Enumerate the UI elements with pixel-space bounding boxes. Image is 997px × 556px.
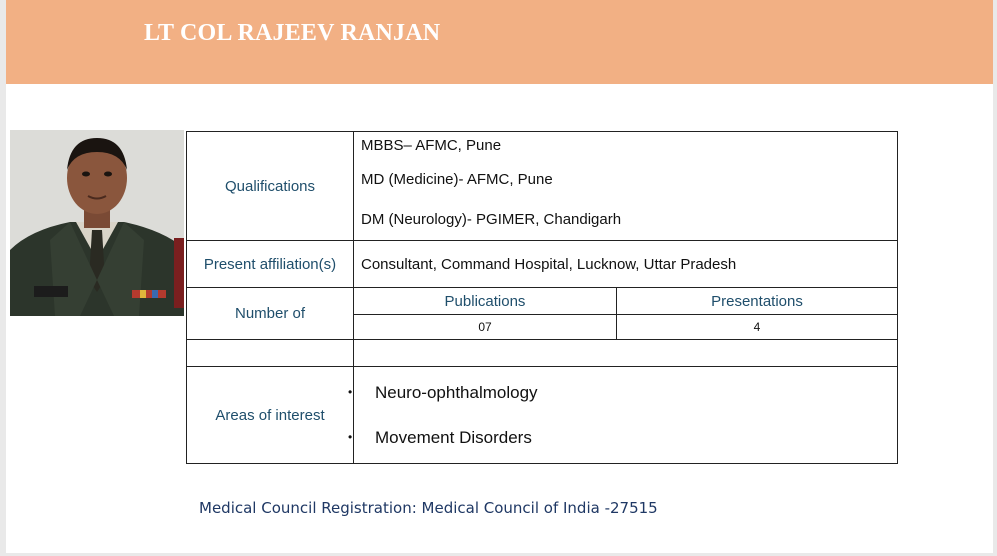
publications-header: Publications (354, 288, 617, 315)
bullet-icon: • (348, 385, 353, 399)
affiliation-row (187, 241, 898, 288)
interests-row (187, 367, 898, 464)
affiliation-label: Present affiliation(s) (187, 241, 354, 288)
list-item (348, 415, 897, 460)
publications-count: 07 (354, 315, 617, 340)
affiliation-value: Consultant, Command Hospital, Lucknow, Uttar Pradesh (354, 241, 898, 288)
slide (6, 0, 993, 553)
qualifications-label: Qualifications (187, 132, 354, 241)
registration-footer: Medical Council Registration: Medical Council of India -27515 (199, 499, 658, 517)
qualification-item: MBBS– AFMC, Pune (361, 137, 502, 154)
interest-text: Movement Disorders (375, 428, 532, 447)
qualifications-value (354, 132, 898, 241)
empty-cell (354, 340, 898, 367)
profile-photo (10, 130, 184, 316)
list-item (348, 370, 897, 415)
header-banner (6, 0, 993, 84)
interests-value (348, 367, 898, 464)
empty-row (187, 340, 898, 367)
interests-list (348, 370, 897, 460)
bullet-icon: • (348, 430, 353, 444)
presentations-header: Presentations (617, 288, 898, 315)
qualification-item: MD (Medicine)- AFMC, Pune (361, 171, 553, 188)
interest-text: Neuro-ophthalmology (375, 383, 538, 402)
number-of-header-row (187, 288, 898, 315)
page-title: LT COL RAJEEV RANJAN (144, 20, 441, 46)
empty-cell (187, 340, 354, 367)
interests-label: Areas of interest (187, 367, 354, 464)
qualifications-row (187, 132, 898, 241)
presentations-count: 4 (617, 315, 898, 340)
profile-table (186, 131, 898, 464)
qualification-item: DM (Neurology)- PGIMER, Chandigarh (361, 211, 622, 228)
number-of-label: Number of (187, 288, 354, 340)
